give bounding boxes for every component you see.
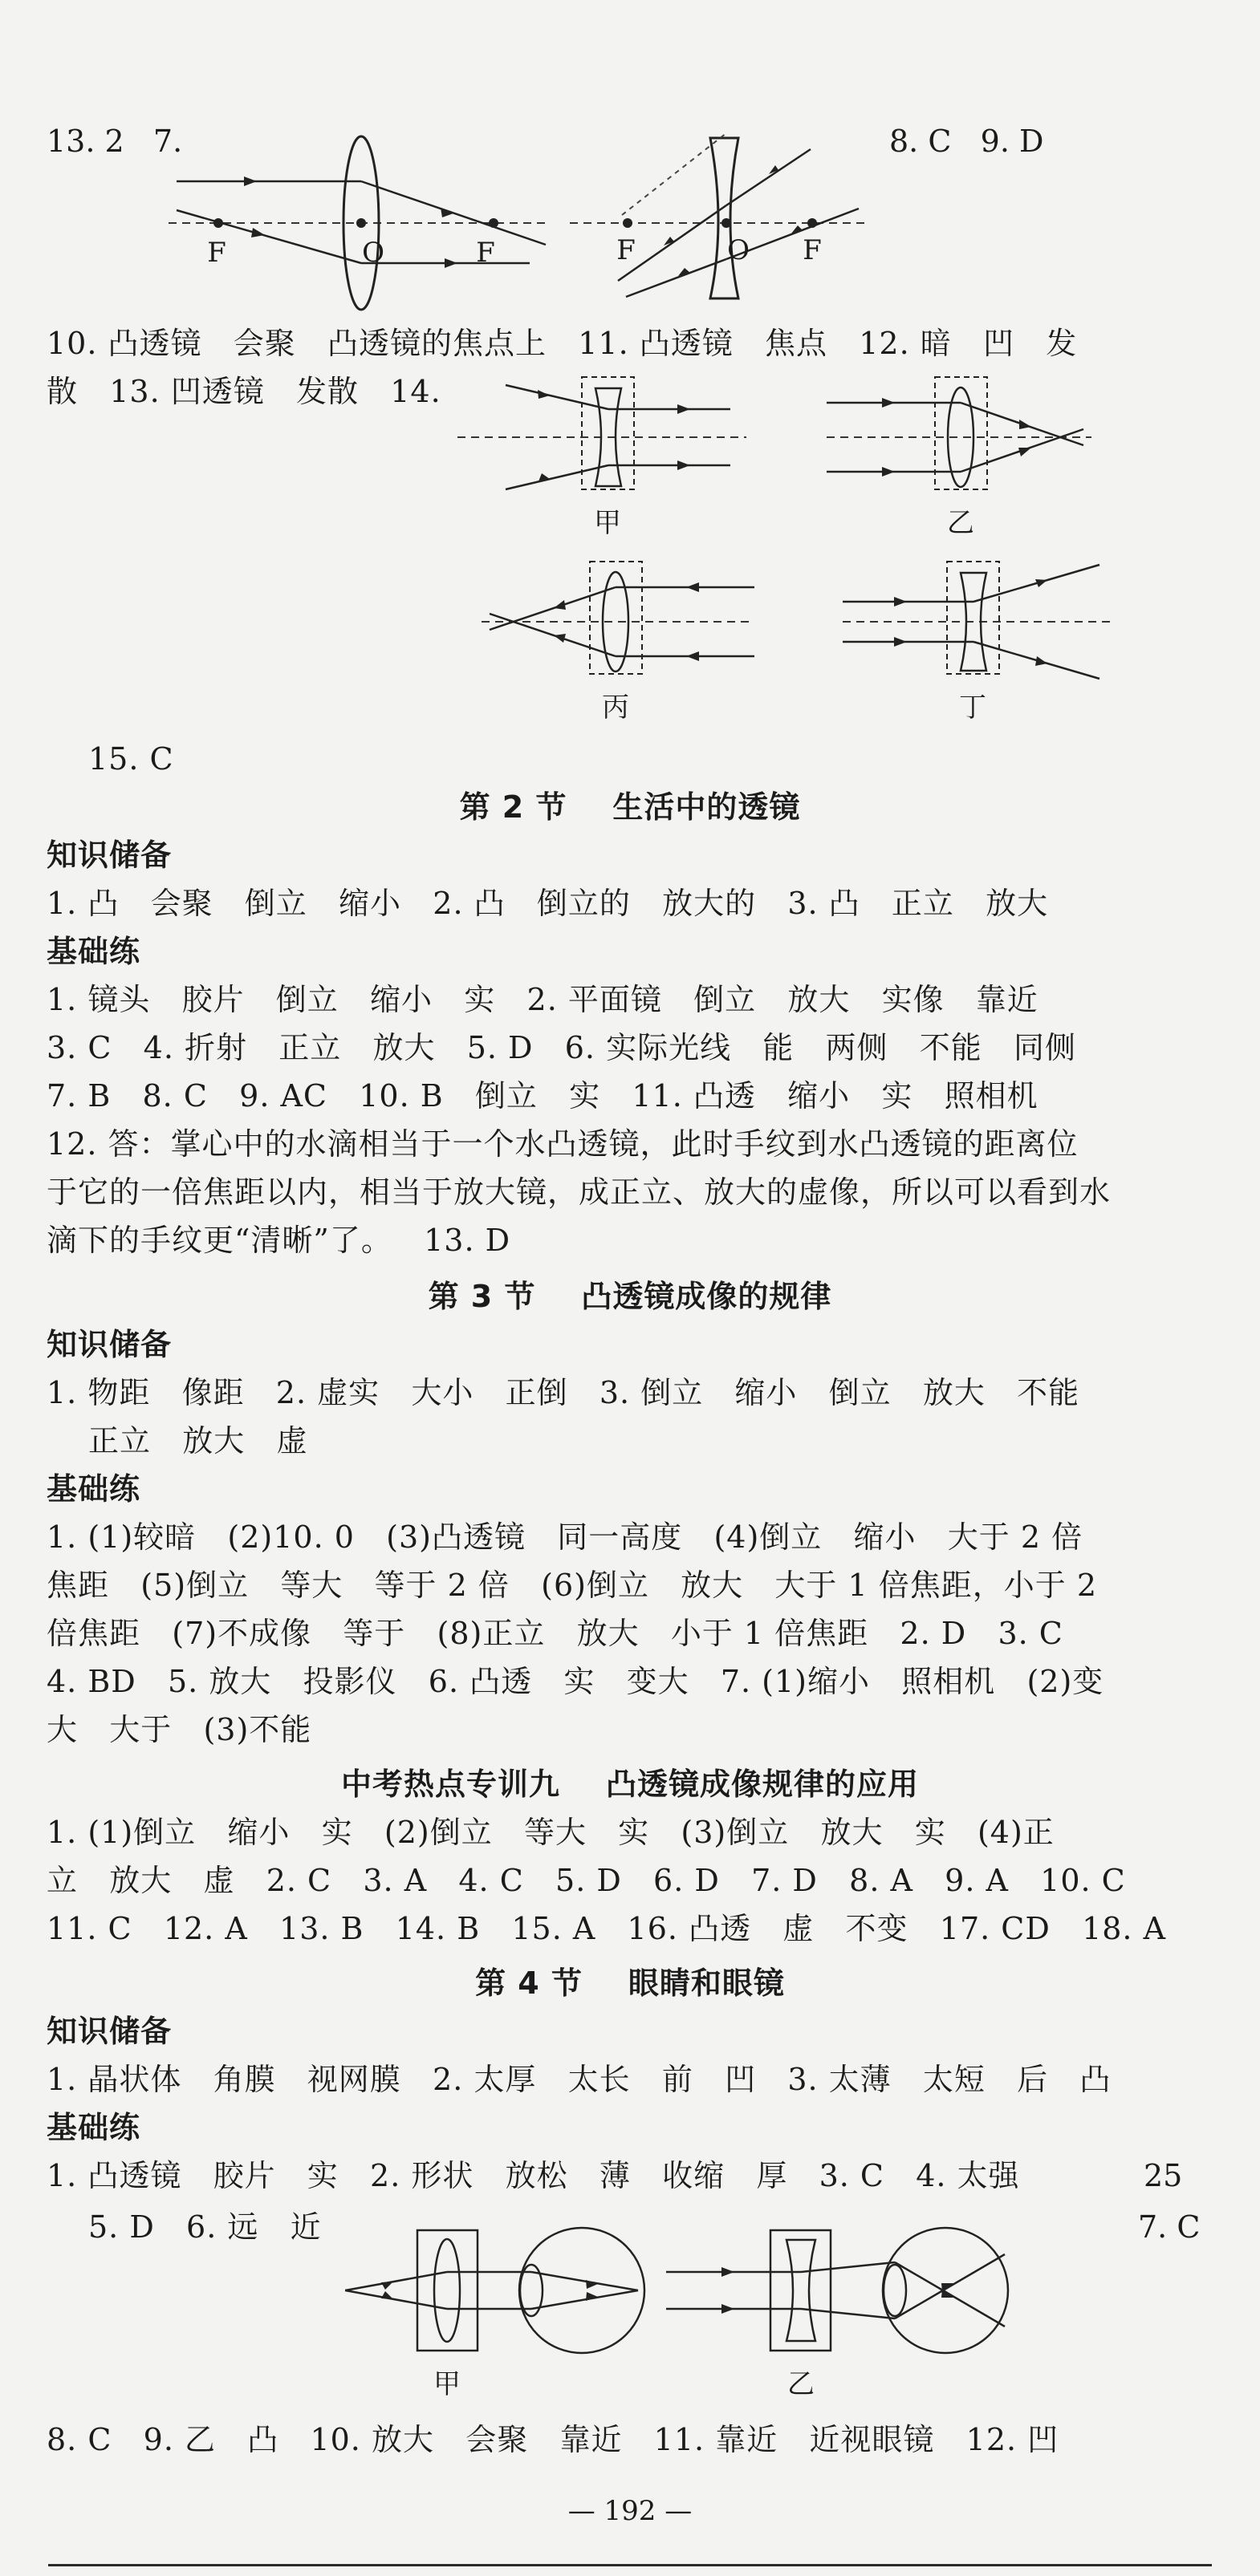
answer-line: 1. (1)较暗 (2)10. 0 (3)凸透镜 同一高度 (4)倒立 缩小 大于 2 倍 xyxy=(47,1519,1083,1555)
convex-lens-diagram xyxy=(161,128,562,345)
answer-line: 滴下的手纹更“清晰”了。 13. D xyxy=(47,1223,511,1258)
answer-line: 正立 放大 虚 xyxy=(88,1423,308,1458)
answer-line: 1. 物距 像距 2. 虚实 大小 正倒 3. 倒立 缩小 倒立 放大 不能 xyxy=(47,1375,1080,1410)
subsection-heading: 知识储备 xyxy=(47,1327,173,1362)
section-title: 第 3 节 凸透镜成像的规律 xyxy=(428,1279,832,1314)
answer-line: 12. 答：掌心中的水滴相当于一个水凸透镜，此时手纹到水凸透镜的距离位 xyxy=(47,1126,1079,1162)
answer-line: 15. C xyxy=(88,741,174,777)
answer-line: 焦距 (5)倒立 等大 等于 2 倍 (6)倒立 放大 大于 1 倍焦距，小于 2 xyxy=(47,1568,1098,1603)
subsection-heading: 基础练 xyxy=(47,934,141,969)
diagram-caption-ding: 丁 xyxy=(959,692,986,724)
subsection-heading: 知识储备 xyxy=(47,2014,173,2049)
bottom-rule xyxy=(48,2564,1212,2566)
diagram-caption-bing: 丙 xyxy=(602,692,629,724)
answer-line: 散 13. 凹透镜 发散 14. xyxy=(47,374,441,409)
focal-point-label: F xyxy=(803,234,822,266)
header-left-answers: 13. 2 7. xyxy=(47,124,183,159)
answer-line: 倍焦距 (7)不成像 等于 (8)正立 放大 小于 1 倍焦距 2. D 3. C xyxy=(47,1616,1063,1651)
subsection-heading: 基础练 xyxy=(47,1471,141,1507)
lens-box-diagram-bing xyxy=(474,554,762,724)
answer-line: 5. D 6. 远 近 xyxy=(88,2209,322,2245)
focal-point-label: F xyxy=(616,234,636,266)
answer-right: 7. C xyxy=(1138,2209,1201,2245)
answer-line: 4. BD 5. 放大 投影仪 6. 凸透 实 变大 7. (1)缩小 照相机 (2)变 xyxy=(47,1664,1104,1699)
diagram-caption-jia: 甲 xyxy=(433,2368,461,2400)
side-page-marker: 25 xyxy=(1144,2158,1183,2193)
answer-line: 1. 凸 会聚 倒立 缩小 2. 凸 倒立的 放大的 3. 凸 正立 放大 xyxy=(47,886,1049,921)
answer-line: 11. C 12. A 13. B 14. B 15. A 16. 凸透 虚 不变 17. CD 18. A xyxy=(47,1911,1167,1946)
header-right-answers: 8. C 9. D xyxy=(889,124,1044,159)
subsection-heading: 基础练 xyxy=(47,2110,141,2145)
answer-line: 3. C 4. 折射 正立 放大 5. D 6. 实际光线 能 两侧 不能 同侧 xyxy=(47,1030,1077,1065)
optical-center-label: O xyxy=(362,237,384,269)
farsighted-eye-diagram xyxy=(345,2214,650,2400)
answer-line: 8. C 9. 乙 凸 10. 放大 会聚 靠近 11. 靠近 近视眼镜 12. 凹 xyxy=(47,2422,1059,2457)
answer-line: 1. 镜头 胶片 倒立 缩小 实 2. 平面镜 倒立 放大 实像 靠近 xyxy=(47,982,1038,1017)
section-title: 中考热点专训九 凸透镜成像规律的应用 xyxy=(341,1767,919,1802)
answer-line: 于它的一倍焦距以内，相当于放大镜，成正立、放大的虚像，所以可以看到水 xyxy=(47,1174,1112,1210)
optical-center-label: O xyxy=(727,234,750,266)
answer-line: 10. 凸透镜 会聚 凸透镜的焦点上 11. 凸透镜 焦点 12. 暗 凹 发 xyxy=(47,326,1078,361)
answer-line: 立 放大 虚 2. C 3. A 4. C 5. D 6. D 7. D 8. A 9. A 10. C xyxy=(47,1863,1126,1898)
page-number: — 192 — xyxy=(567,2495,693,2527)
lens-box-diagram-jia xyxy=(457,369,746,539)
diagram-caption-yi: 乙 xyxy=(787,2368,815,2400)
answer-line: 1. 晶状体 角膜 视网膜 2. 太厚 太长 前 凹 3. 太薄 太短 后 凸 xyxy=(47,2062,1112,2097)
concave-lens-diagram xyxy=(562,128,883,305)
answer-line: 1. (1)倒立 缩小 实 (2)倒立 等大 实 (3)倒立 放大 实 (4)正 xyxy=(47,1815,1055,1850)
section-title: 第 2 节 生活中的透镜 xyxy=(459,789,801,825)
answer-line: 大 大于 (3)不能 xyxy=(47,1712,312,1747)
answer-line: 7. B 8. C 9. AC 10. B 倒立 实 11. 凸透 缩小 实 照相机 xyxy=(47,1078,1038,1114)
nearsighted-eye-diagram xyxy=(658,2214,1019,2400)
subsection-heading: 知识储备 xyxy=(47,838,173,873)
section-title: 第 4 节 眼睛和眼镜 xyxy=(475,1965,785,2001)
answer-line: 1. 凸透镜 胶片 实 2. 形状 放松 薄 收缩 厚 3. C 4. 太强 xyxy=(47,2158,1020,2193)
diagram-caption-yi: 乙 xyxy=(947,507,974,539)
focal-point-label: F xyxy=(207,237,226,269)
focal-point-label: F xyxy=(476,237,495,269)
lens-box-diagram-ding xyxy=(835,554,1124,724)
lens-box-diagram-yi xyxy=(819,369,1108,539)
diagram-caption-jia: 甲 xyxy=(594,507,621,539)
